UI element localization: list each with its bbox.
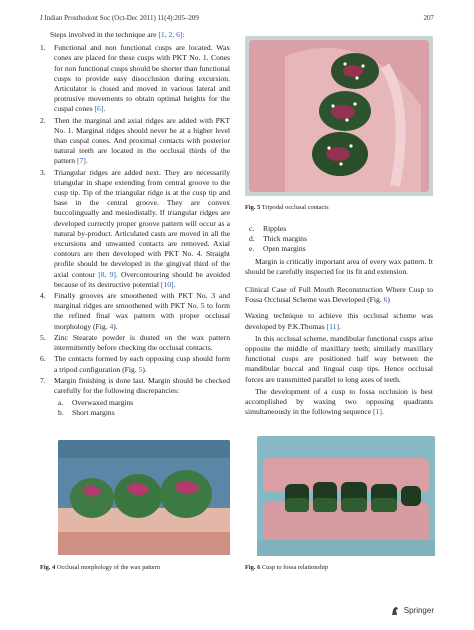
discrepancy-list — [54, 398, 230, 418]
springer-horse-icon — [390, 606, 400, 616]
steps-list — [40, 43, 230, 418]
discrepancy-item: a. Overwaxed margins — [58, 398, 134, 408]
section-heading: Clinical Case of Full Mouth Reconstruction Where Cusp to Fossa Occlusal Scheme was Developed (Fig. 6) — [245, 285, 433, 305]
discrepancy-item: e. Open margins — [249, 244, 306, 254]
citation-link[interactable]: [6] — [94, 104, 104, 114]
discrepancy-item: d. Thick margins — [249, 234, 307, 244]
figure-6-photo — [257, 436, 435, 561]
step-number: 5. — [40, 332, 46, 342]
cusp-fossa-image — [257, 436, 435, 556]
figure-4 — [58, 440, 230, 560]
figure-5 — [245, 36, 433, 212]
journal-citation: J Indian Prosthodont Soc (Oct-Dec 2011) 11(4):205–209 — [40, 14, 199, 22]
figure-5-photo — [245, 36, 433, 201]
left-column — [40, 30, 230, 420]
citation-link[interactable]: [11] — [326, 321, 339, 331]
step-number: 6. — [40, 354, 46, 364]
right-column — [245, 222, 433, 419]
figure-link[interactable]: 5 — [138, 364, 143, 374]
development-paragraph: The development of a cusp to fossa occlusion is best accomplished by waxing two opposing quadrants simultaneously in the following sequence [1]. — [245, 386, 433, 417]
figure-6-caption: Fig. 6 Cusp to fossa relationship — [245, 564, 329, 571]
step-number: 7. — [40, 375, 46, 385]
citation-link[interactable]: [10] — [160, 279, 174, 289]
step-item: 2. Then the marginal and axial ridges are added with PKT No. 1. Marginal ridges should never be at a higher level than cuspal cones. And proximal contacts with posterior natural teeth are located in the occlusal thirds of the pattern [7]. — [40, 115, 230, 166]
citation-link[interactable]: [1, 2, 6] — [158, 30, 183, 39]
publisher-logo — [390, 606, 434, 616]
technique-paragraph: Waxing technique to achieve this occlusal scheme was developed by P.K.Thomas [11]. — [245, 311, 433, 331]
tripod-contacts-image — [245, 36, 433, 196]
discrepancy-list-continued — [245, 224, 433, 255]
step-number: 1. — [40, 43, 46, 53]
step-item: 7. Margin finishing is done last. Margin should be checked carefully for the following discrepancies: a. Overwaxed margins b. Short margins — [40, 375, 230, 418]
wax-pattern-image — [58, 440, 230, 555]
citation-link[interactable]: [7] — [76, 156, 86, 166]
step-number: 4. — [40, 291, 46, 301]
step-item: 1. Functional and non functional cusps are located. Wax cones are placed for these cusps with PKT No. 1. Cones for non functional cusps should be shorter than functional cusps to provide easy disocclusion during excursion. Articulator is closed and moved in various lateral and protrusive movements to obtain optimal heights for the cuspal cones [6]. — [40, 43, 230, 114]
step-number: 2. — [40, 115, 46, 125]
citation-link[interactable]: [1] — [373, 407, 382, 417]
step-item: 3. Triangular ridges are added next. They are necessarily triangular in shape extending from central groove to the cusp tip. Tip of the triangular ridge is at the cusp tip and base in the central groove. They are convex buccolingually and mesiodistally. If triangular ridges are developed correctly proper groove pattern will occur as a natural by-product. Articulated casts are moved in all the excursions and unwanted contacts are removed. Axial contours are then developed with PKT No. 4. Straight profile should be developed in the gingival third of the axial contour [8, 9]. Overcontouring should be avoided because of its destructive potential [10]. — [40, 167, 230, 289]
figure-link[interactable]: 4 — [109, 321, 114, 331]
figure-link[interactable]: 6 — [383, 295, 388, 305]
figure-4-caption: Fig. 4 Occlusal morphology of the wax pattern — [40, 564, 160, 571]
margin-paragraph: Margin is critically important area of every wax pattern. It should be carefully inspected for its fit and extension. — [245, 256, 433, 276]
figure-4-photo — [58, 440, 230, 560]
intro-paragraph: Steps involved in the technique are [1, 2, 6]: — [50, 30, 185, 39]
step-item: 5. Zinc Stearate powder is dusted on the wax pattern intermittently before checking the occlusal contacts. — [40, 332, 230, 353]
running-header — [40, 14, 434, 26]
discrepancy-item: b. Short margins — [58, 408, 115, 418]
step-item: 6. The contacts formed by each opposing cusp should form a tripod configuration (Fig. 5). — [40, 354, 230, 374]
figure-6 — [257, 436, 435, 561]
step-item: 4. Finally grooves are smoothened with PKT No. 3 and marginal ridges are smoothened with PKT No. 5 to form the refined final wax pattern with proper occlusal morphology (Fig. 4). — [40, 291, 230, 331]
step-number: 3. — [40, 167, 46, 177]
citation-link[interactable]: [8, 9] — [98, 269, 116, 279]
figure-5-caption: Fig. 5 Tripodal occlusal contacts — [245, 204, 329, 211]
publisher-name: Springer — [403, 606, 434, 616]
page-number: 207 — [423, 14, 434, 22]
discrepancy-item: c. Ripples — [249, 224, 287, 233]
scheme-paragraph: In this occlusal scheme, mandibular functional cusps arise opposite the middle of maxillary teeth; similarly maxillary functional cusps are positioned half way between the mandibular buccal and lingual cusp tips. Hence occlusal forces are transmitted parallel to long axes of teeth. — [245, 333, 433, 384]
